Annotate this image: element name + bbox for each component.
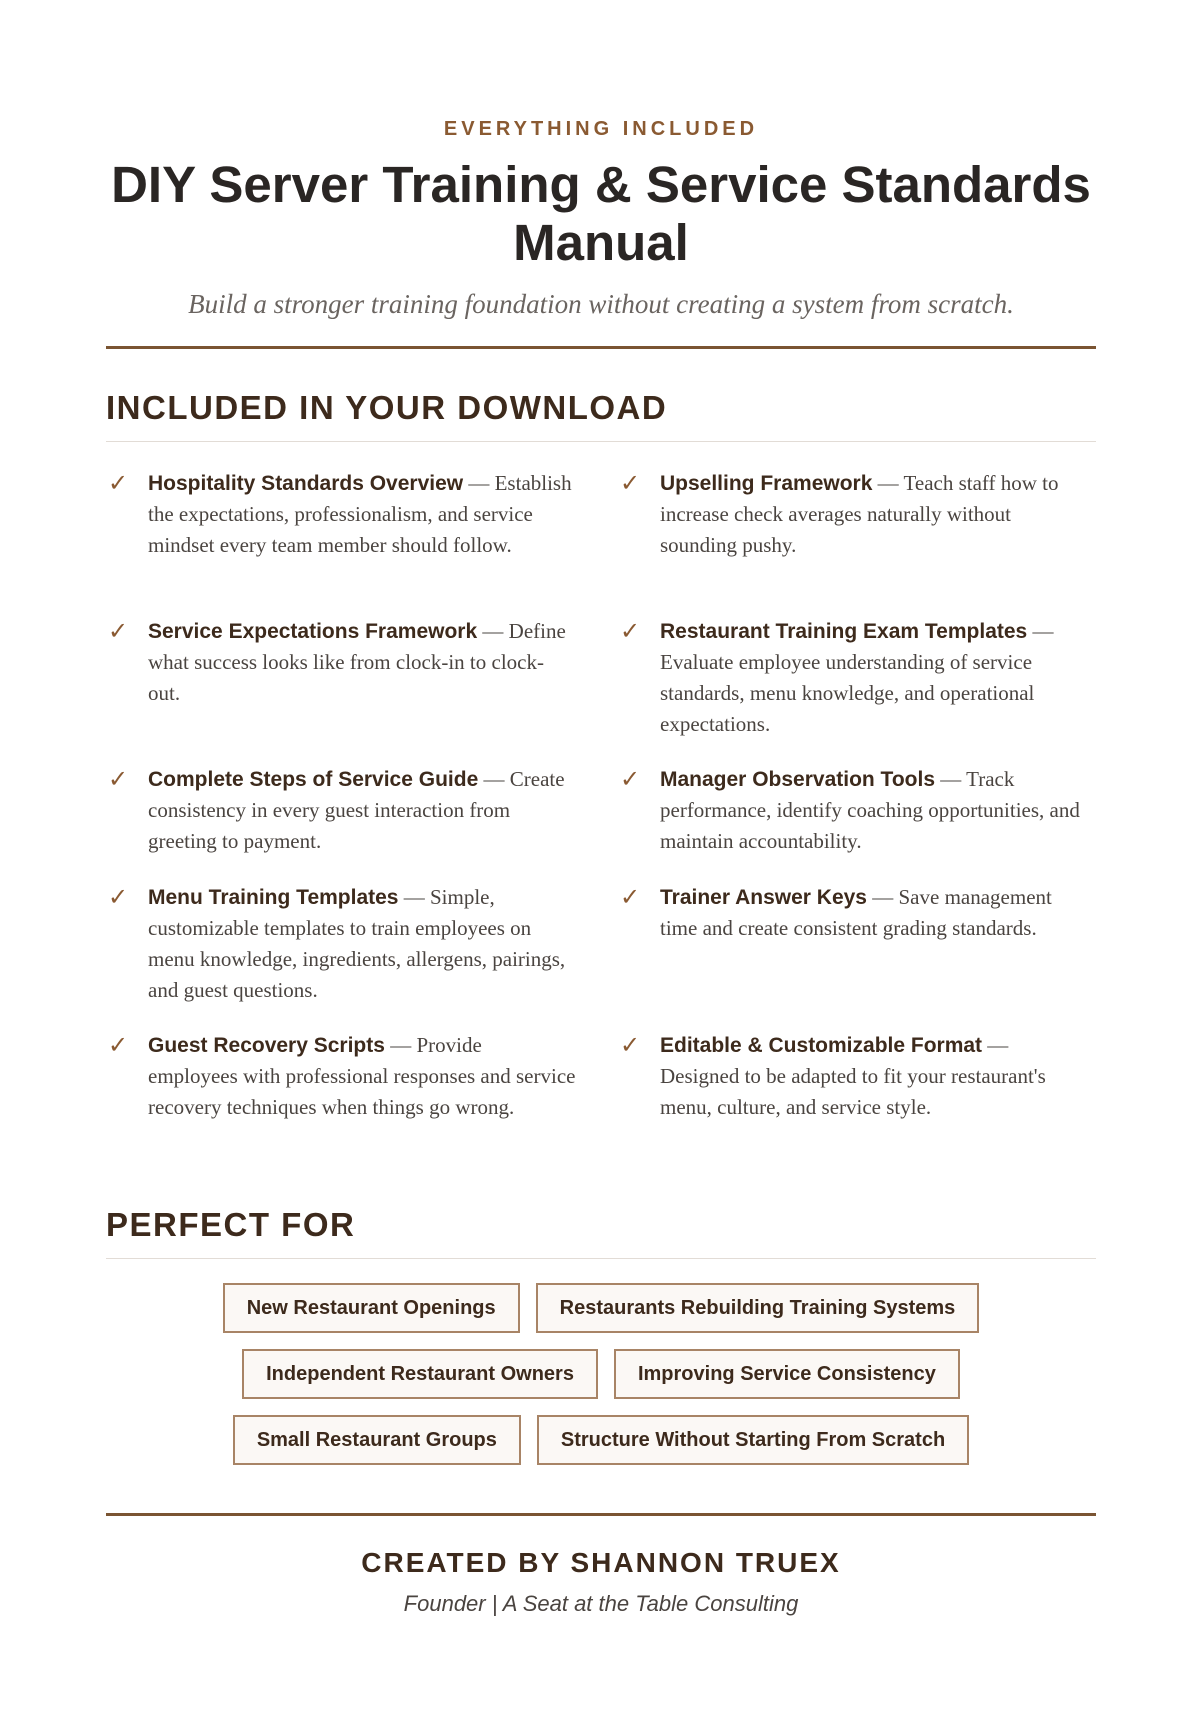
- audience-tag: Small Restaurant Groups: [233, 1415, 521, 1465]
- item-description: — Create consistency in every guest interaction from greeting to payment.: [148, 767, 565, 853]
- tag-row: [233, 1415, 969, 1465]
- item-name: Trainer Answer Keys: [660, 886, 867, 909]
- audience-tag: Improving Service Consistency: [614, 1349, 960, 1399]
- item-name: Manager Observation Tools: [660, 768, 935, 791]
- list-item: [618, 468, 1088, 616]
- list-item: [618, 882, 1088, 1030]
- checkmark-icon: ✓: [620, 1031, 641, 1059]
- checkmark-icon: ✓: [620, 617, 641, 645]
- checkmark-icon: ✓: [108, 1031, 129, 1059]
- included-divider: [106, 441, 1096, 442]
- audience-tags: [106, 1283, 1096, 1465]
- footer-divider: [106, 1513, 1096, 1516]
- item-name: Editable & Customizable Format: [660, 1034, 983, 1057]
- item-description: — Simple, customizable templates to train employees on menu knowledge, ingredients, allergens, pairings, and guest questions.: [148, 885, 566, 1002]
- list-item: [618, 616, 1088, 764]
- item-description: — Define what success looks like from clock-in to clock-out.: [148, 619, 566, 705]
- list-item: [106, 1030, 576, 1178]
- tag-row: [242, 1349, 960, 1399]
- item-name: Restaurant Training Exam Templates: [660, 620, 1028, 643]
- list-item: [618, 764, 1088, 882]
- item-description: — Designed to be adapted to fit your restaurant's menu, culture, and service style.: [660, 1033, 1046, 1119]
- item-description: — Track performance, identify coaching opportunities, and maintain accountability.: [660, 767, 1080, 853]
- page: [106, 0, 1096, 1618]
- item-description: — Save management time and create consistent grading standards.: [660, 885, 1052, 940]
- item-description: — Establish the expectations, professionalism, and service mindset every team member should follow.: [148, 471, 572, 557]
- audience-tag: Independent Restaurant Owners: [242, 1349, 598, 1399]
- perfect-for-heading: PERFECT FOR: [106, 1206, 356, 1243]
- audience-tag: New Restaurant Openings: [223, 1283, 520, 1333]
- audience-tag: Restaurants Rebuilding Training Systems: [536, 1283, 980, 1333]
- checkmark-icon: ✓: [108, 883, 129, 911]
- list-item: [106, 468, 576, 616]
- item-name: Upselling Framework: [660, 472, 873, 495]
- checkmark-icon: ✓: [108, 765, 129, 793]
- tag-row: [223, 1283, 980, 1333]
- header-divider: [106, 346, 1096, 349]
- checkmark-icon: ✓: [108, 617, 129, 645]
- item-name: Hospitality Standards Overview: [148, 472, 464, 495]
- author-credit: CREATED BY SHANNON TRUEX: [361, 1547, 841, 1578]
- item-name: Complete Steps of Service Guide: [148, 768, 479, 791]
- perfect-for-divider: [106, 1258, 1096, 1259]
- checkmark-icon: ✓: [620, 765, 641, 793]
- list-item: [618, 1030, 1088, 1178]
- checkmark-icon: ✓: [108, 469, 129, 497]
- item-name: Menu Training Templates: [148, 886, 399, 909]
- item-name: Guest Recovery Scripts: [148, 1034, 385, 1057]
- checkmark-icon: ✓: [620, 469, 641, 497]
- included-list: [106, 468, 1096, 1178]
- item-description: — Teach staff how to increase check averages naturally without sounding pushy.: [660, 471, 1059, 557]
- list-item: [106, 882, 576, 1030]
- item-name: Service Expectations Framework: [148, 620, 478, 643]
- author-title: Founder | A Seat at the Table Consulting: [403, 1591, 799, 1616]
- page-title: DIY Server Training & Service Standards Manual: [111, 156, 1091, 271]
- checkmark-icon: ✓: [620, 883, 641, 911]
- eyebrow-label: EVERYTHING INCLUDED: [443, 118, 759, 140]
- page-subtitle: Build a stronger training foundation without creating a system from scratch.: [188, 289, 1014, 319]
- item-description: — Evaluate employee understanding of service standards, menu knowledge, and operational expectations.: [660, 619, 1054, 736]
- included-heading: INCLUDED IN YOUR DOWNLOAD: [106, 389, 668, 426]
- item-description: — Provide employees with professional responses and service recovery techniques when things go wrong.: [148, 1033, 576, 1119]
- list-item: [106, 764, 576, 882]
- audience-tag: Structure Without Starting From Scratch: [537, 1415, 969, 1465]
- list-item: [106, 616, 576, 764]
